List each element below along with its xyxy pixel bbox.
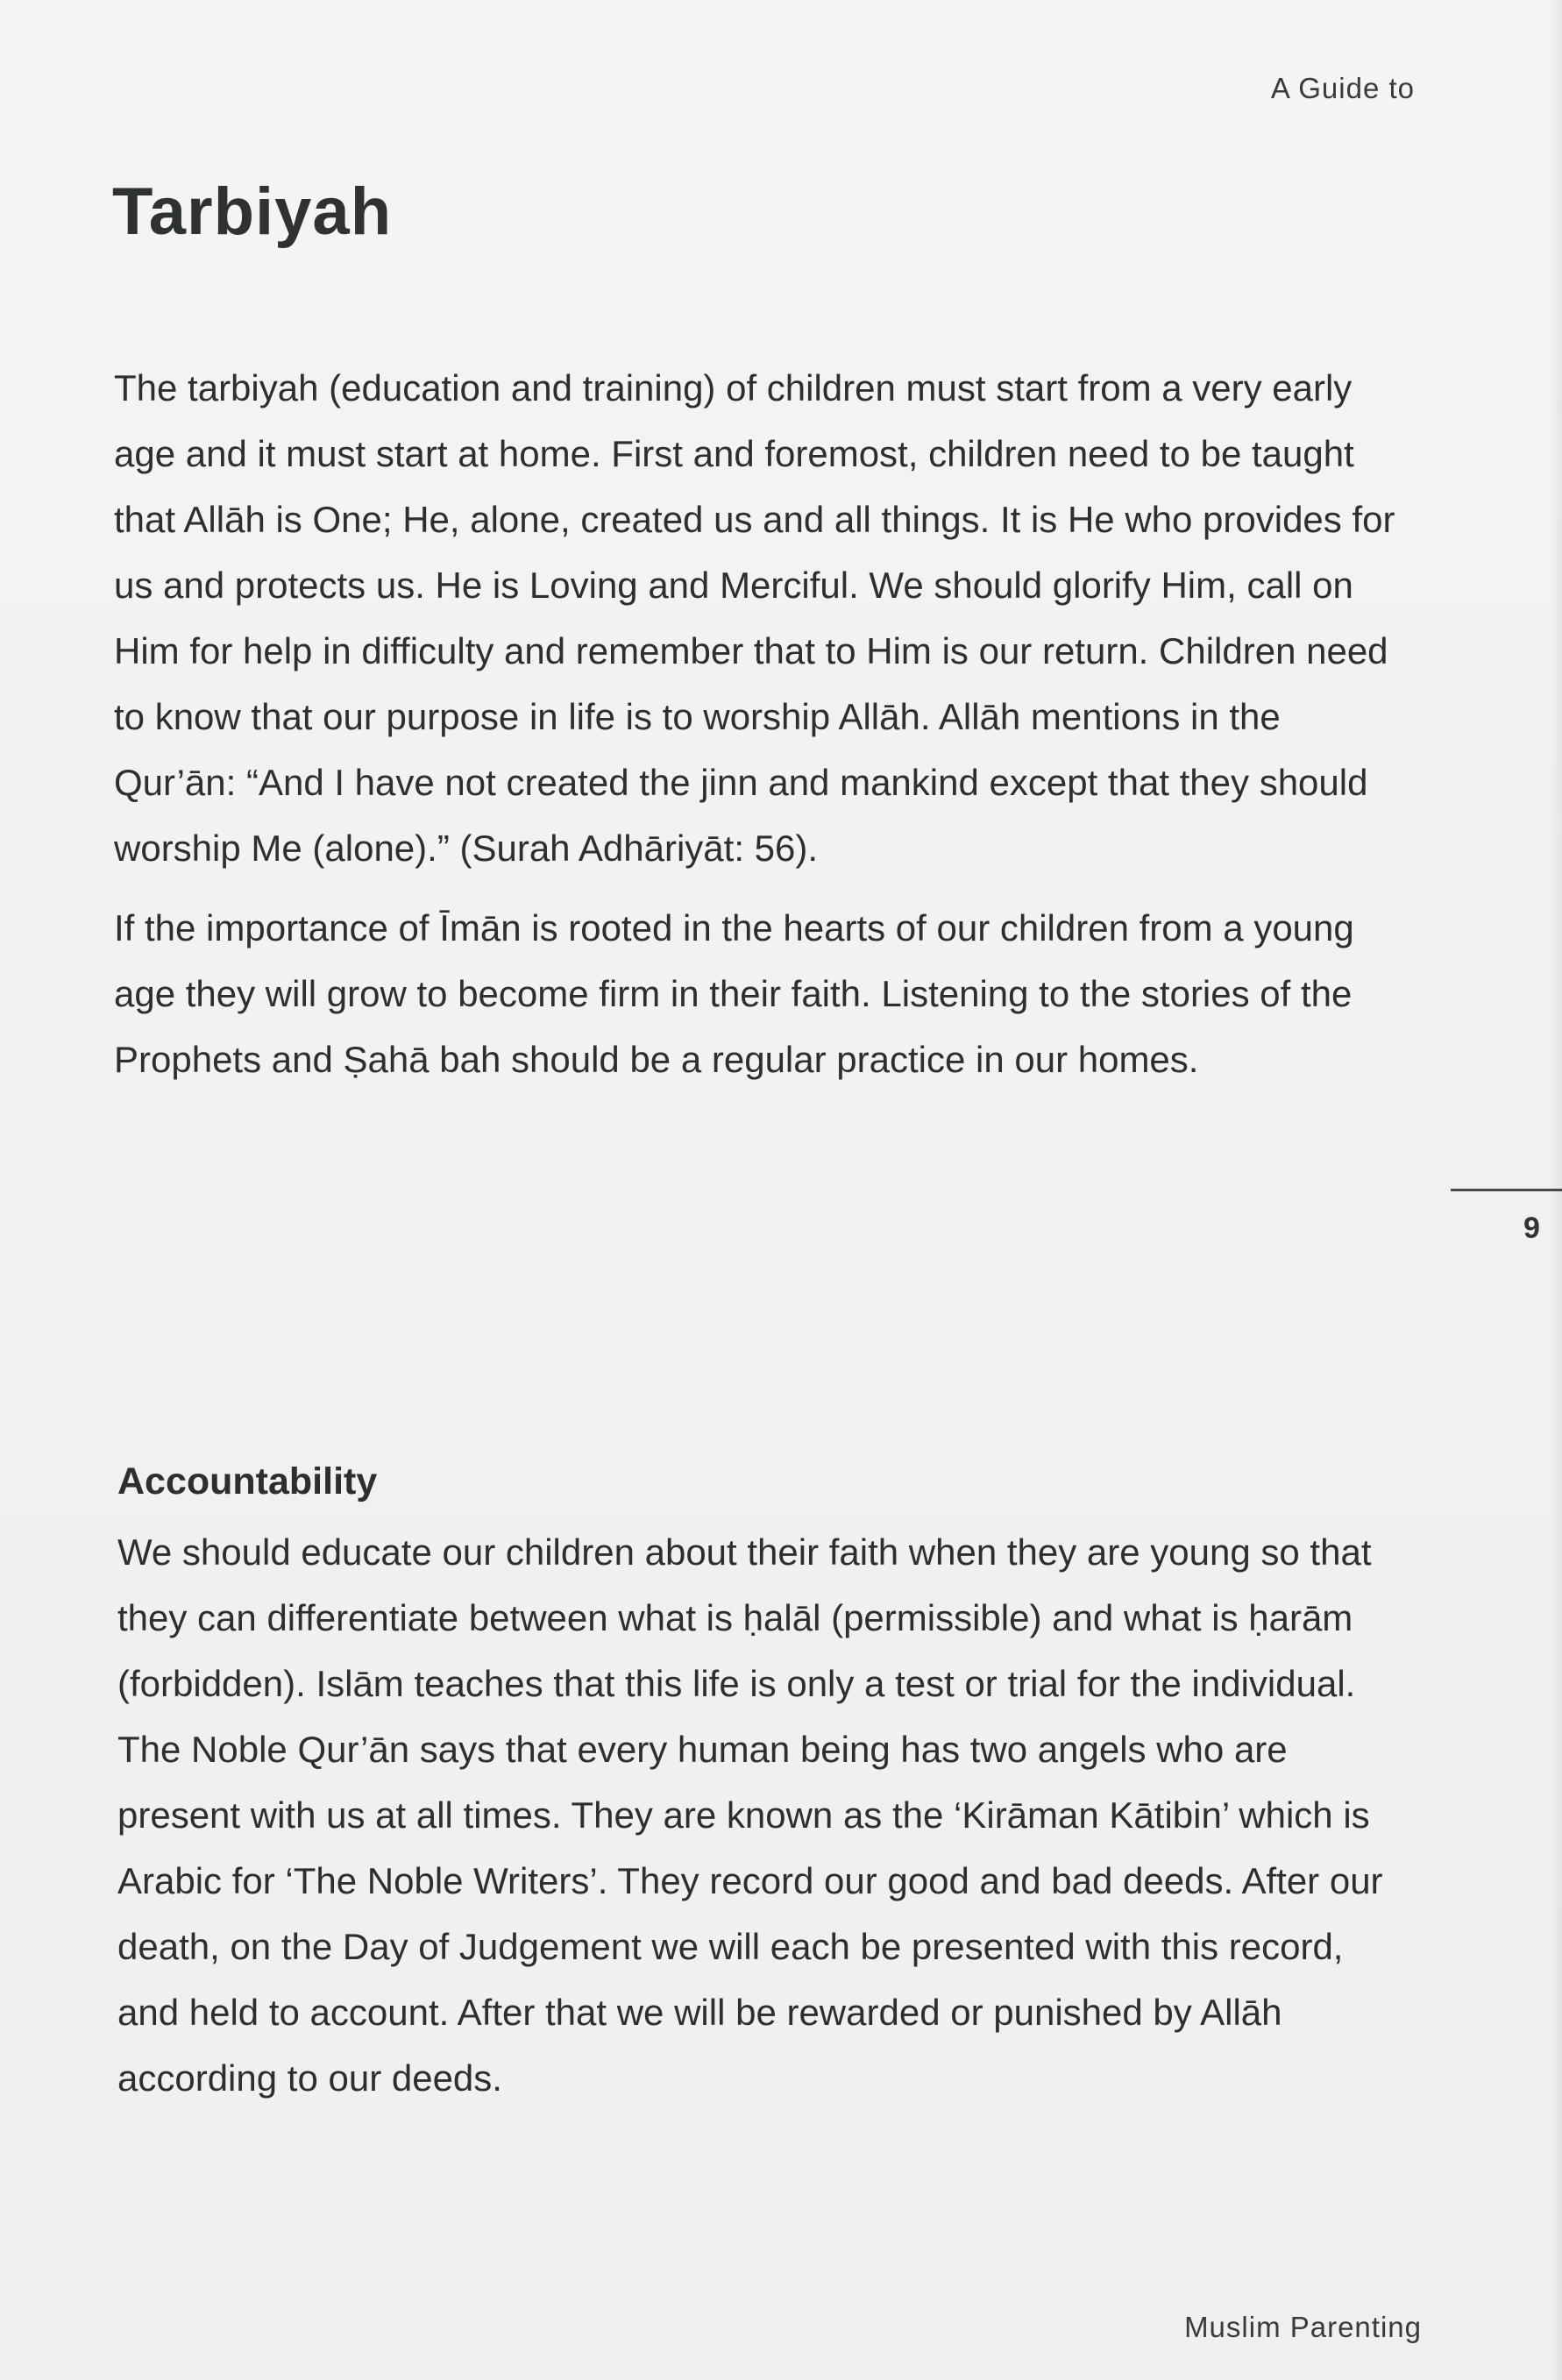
running-footer: Muslim Parenting bbox=[1184, 2311, 1422, 2343]
page-number: 9 bbox=[1523, 1211, 1540, 1245]
section-heading-accountability: Accountability bbox=[117, 1460, 378, 1503]
intro-paragraph-1: The tarbiyah (education and training) of children must start from a very early age and it must start at home. First and foremost, children need to be taught that Allāh is One; He, alone, created us and all things. It is He who provides for us and protects us. He is Loving and Merciful. We should glorify Him, call on Him for help in difficulty and remember that to Him is our return. Children need to know that our purpose in life is to worship Allāh. Allāh mentions in the Qur’ān: “And I have not created the jinn and mankind except that they should worship Me (alone).” (Surah Adhāriyāt: 56). bbox=[114, 367, 1395, 869]
intro-paragraph-2: If the importance of Īmān is rooted in the hearts of our children from a young age they will grow to become firm in their faith. Listening to the stories of the Prophets and Ṣahā bah should be a regular practice in our homes. bbox=[114, 907, 1354, 1080]
accountability-section bbox=[117, 1519, 1415, 2111]
accountability-paragraph: We should educate our children about their faith when they are young so that they can differentiate between what is ḥalāl (permissible) and what is ḥarām (forbidden). Islām teaches that this life is only a test or trial for the individual. The Noble Qur’ān says that every human being has two angels who are present with us at all times. They are known as the ‘Kirāman Kātibin’ which is Arabic for ‘The Noble Writers’. They record our good and bad deeds. After our death, on the Day of Judgement we will each be presented with this record, and held to account. After that we will be rewarded or punished by Allāh according to our deeds. bbox=[117, 1531, 1383, 2099]
intro-text bbox=[114, 355, 1411, 1092]
running-header: A Guide to bbox=[1270, 72, 1415, 104]
page-number-rule bbox=[1451, 1189, 1562, 1191]
page-title: Tarbiyah bbox=[112, 174, 393, 249]
page-edge-shadow bbox=[1550, 0, 1562, 2380]
